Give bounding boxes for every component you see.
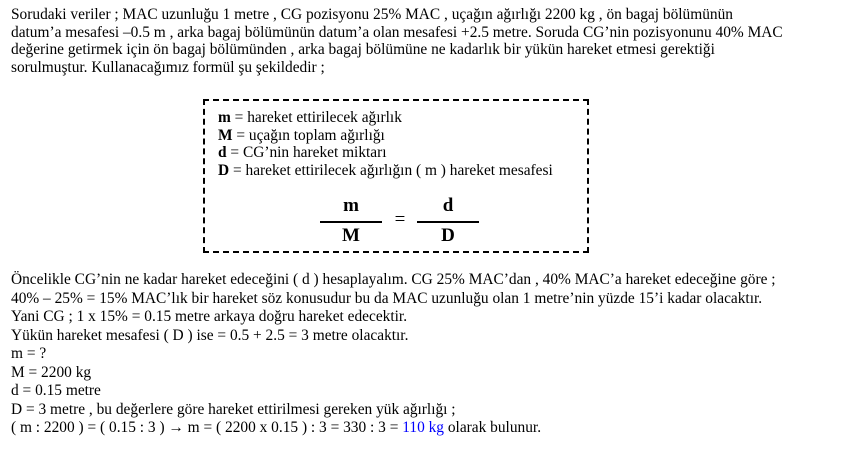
final-suffix: olarak bulunur. xyxy=(444,419,542,436)
definition-M xyxy=(218,127,587,145)
final-result-line xyxy=(11,419,861,438)
intro-line: Sorudaki veriler ; MAC uzunluğu 1 metre , CG pozisyonu 25% MAC , uçağın ağırlığı 2200 kg , ön bagaj bölümünün xyxy=(11,6,733,23)
final-answer: 110 kg xyxy=(402,419,445,436)
definition-d xyxy=(218,144,587,162)
fraction-numerator: m xyxy=(343,195,359,216)
solution-line: 40% – 25% = 15% MAC’lık bir hareket söz konusudur bu da MAC uzunluğu olan 1 metre’nin yüzde 15’i kadar olacaktır. xyxy=(11,289,763,307)
intro-paragraph xyxy=(11,6,861,76)
definition-text: = hareket ettirilecek ağırlığın ( m ) hareket mesafesi xyxy=(229,161,553,179)
definition-m xyxy=(218,109,587,127)
definition-text: = uçağın toplam ağırlığı xyxy=(232,126,385,144)
intro-line: sorulmuştur. Kullanacağımız formül şu şekildedir ; xyxy=(11,58,325,76)
intro-line: değerine getirmek için ön bagaj bölümünden , arka bagaj bölümüne ne kadarlık bir yükün hareket etmesi gerektiği xyxy=(11,41,715,59)
solution-line: D = 3 metre , bu değerlere göre hareket ettirilmesi gereken yük ağırlığı ; xyxy=(11,400,456,418)
definition-text: = CG’nin hareket miktarı xyxy=(226,144,387,162)
intro-line: datum’a mesafesi –0.5 m , arka bagaj bölümünün datum’a olan mesafesi +2.5 metre. Soruda CG’nin pozisyonunu 40% MAC xyxy=(11,23,783,41)
definition-D xyxy=(218,162,587,180)
solution-line: d = 0.15 metre xyxy=(11,382,101,399)
definition-symbol: M xyxy=(218,126,233,144)
formula-box xyxy=(203,99,589,253)
fraction-numerator: d xyxy=(442,195,454,216)
formula-equation xyxy=(320,195,490,247)
fraction-denominator: D xyxy=(441,225,455,246)
fraction-bar xyxy=(417,221,479,223)
definition-symbol: D xyxy=(218,161,230,179)
solution-line: m = ? xyxy=(11,345,47,362)
definition-symbol: m xyxy=(218,109,231,126)
fraction-bar xyxy=(320,221,382,223)
solution-line: Yükün hareket mesafesi ( D ) ise = 0.5 + 2.5 = 3 metre olacaktır. xyxy=(11,326,409,344)
fraction-denominator: M xyxy=(342,225,360,246)
solution-paragraph xyxy=(11,271,861,438)
solution-line: Yani CG ; 1 x 15% = 0.15 metre arkaya doğru hareket edecektir. xyxy=(11,308,408,325)
final-calculation: ( m : 2200 ) = ( 0.15 : 3 ) → m = ( 2200 x 0.15 ) : 3 = 330 : 3 = xyxy=(11,419,403,436)
solution-line: Öncelikle CG’nin ne kadar hareket edeceğini ( d ) hesaplayalım. CG 25% MAC’dan , 40% MAC’a hareket edeceğine göre ; xyxy=(11,271,776,288)
definition-text: = hareket ettirilecek ağırlık xyxy=(230,109,402,126)
solution-line: M = 2200 kg xyxy=(11,363,92,381)
equals-sign: = xyxy=(394,209,406,230)
definition-symbol: d xyxy=(218,144,227,162)
